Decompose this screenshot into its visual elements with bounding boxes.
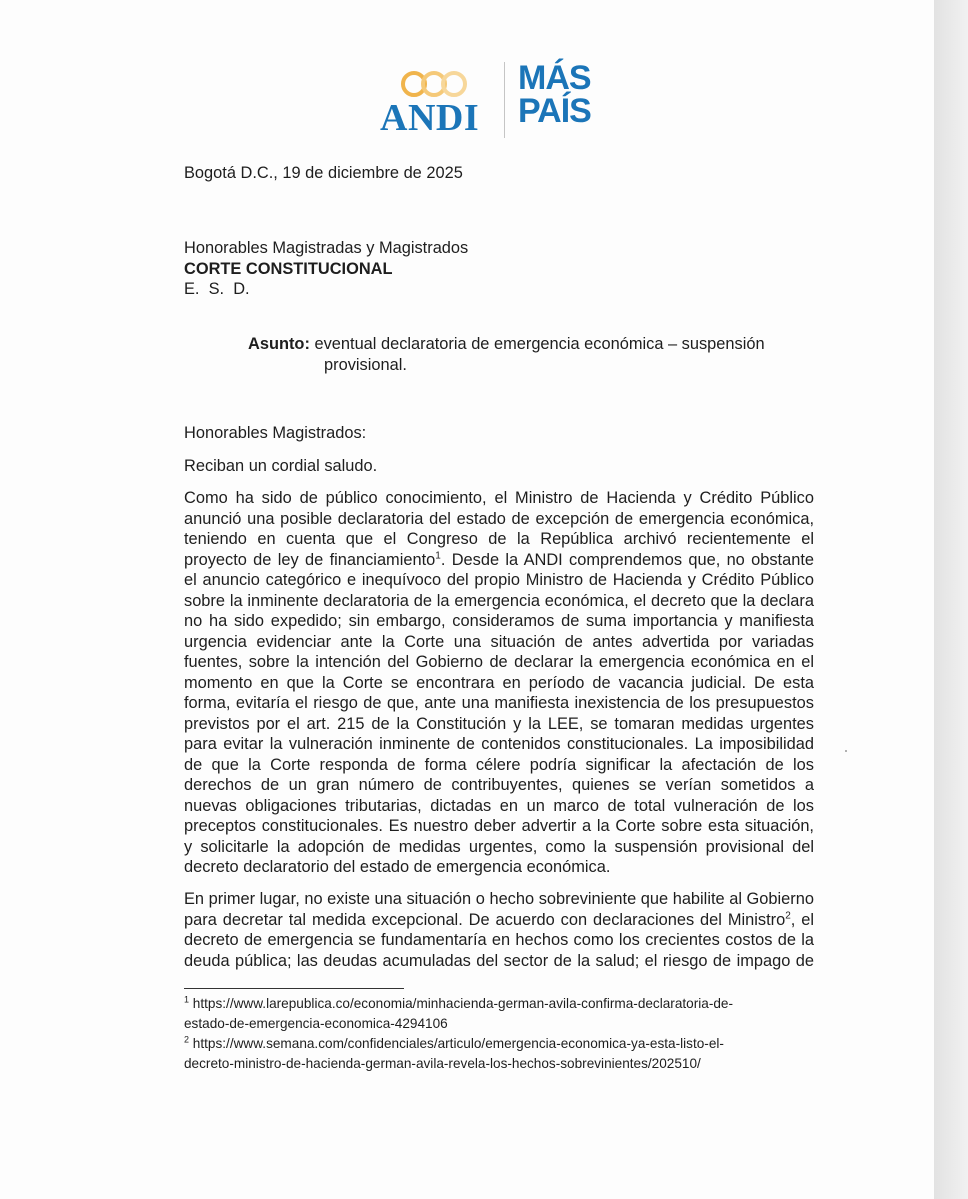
p1-line: forma, evitaría el riesgo de que, ante una manifiesta inexistencia de los presupuestos: [184, 694, 814, 712]
footnote-2[interactable]: $^2$ https://www.semana.com/confidenciales/articulo/emergencia-economica-ya-esta-listo-el-: [184, 1034, 724, 1051]
p1-line-with-footnote: proyecto de ley de financiamiento$^1$. Desde la ANDI comprendemos que, no obstante: [184, 550, 814, 569]
p2-line: decreto de emergencia se fundamentaría en hechos como los crecientes costos de la: [184, 931, 814, 949]
subject-block: [248, 334, 765, 375]
p2-line-with-footnote: para decretar tal medida excepcional. De acuerdo con declaraciones del Ministro$^2$, el: [184, 910, 815, 929]
p1-line-last: decreto declaratorio del estado de emergencia económica.: [184, 858, 611, 876]
p1-line: de que la Corte responda de forma célere podría significar la afectación de los: [184, 755, 814, 774]
p1-line: Como ha sido de público conocimiento, el Ministro de Hacienda y Crédito Público: [184, 489, 814, 507]
p1-line: para evitar la vulneración inminente de contenidos constitucionales. La imposibilidad: [184, 735, 814, 753]
paragraph-1: [184, 488, 814, 878]
addressee-esd: E. S. D.: [184, 280, 250, 298]
p1-line: momento en que la Corte se encontrara en período de vacancia judicial. De esta: [184, 673, 814, 692]
footnote-1-url-part1[interactable]: https://www.larepublica.co/economia/minhacienda-german-avila-confirma-declaratoria-de-: [192, 996, 734, 1011]
date-line: Bogotá D.C., 19 de diciembre de 2025: [184, 164, 463, 182]
p1-line: y solicitarle la adopción de medidas urgentes, como la suspensión provisional del: [184, 837, 814, 856]
page-edge-shadow: [934, 0, 968, 1199]
greeting: Reciban un cordial saludo.: [184, 457, 378, 475]
p2-line: deuda pública; las deudas acumuladas del sector de la salud; el riesgo de impago de: [184, 951, 814, 970]
p1-line: no ha sido expedido; sin embargo, consideramos de suma importancia y manifiesta: [184, 612, 814, 630]
scan-speck: [845, 750, 847, 752]
logo-divider: [504, 62, 505, 138]
p1-line: nuevas obligaciones tributarias, dictadas en un marco de total vulneración de los: [184, 796, 814, 815]
footnote-2-cont[interactable]: decreto-ministro-de-hacienda-german-avila-revela-los-hechos-sobrevinientes/202510/: [184, 1056, 701, 1071]
addressee-block: [184, 238, 468, 300]
footnote-ref-2[interactable]: 2: [785, 910, 791, 922]
footnotes: [184, 994, 733, 1074]
p1-line: previstos por el art. 215 de la Constitución y la LEE, se tomaran medidas urgentes: [184, 714, 814, 733]
paragraph-2: [184, 889, 814, 971]
footnote-1[interactable]: $^1$ https://www.larepublica.co/economia/minhacienda-german-avila-confirma-declaratoria-de-: [184, 994, 734, 1011]
subject-label: Asunto:: [248, 335, 310, 353]
addressee-line-1: Honorables Magistradas y Magistrados: [184, 239, 469, 257]
footnote-2-url-part1[interactable]: https://www.semana.com/confidenciales/articulo/emergencia-economica-ya-esta-listo-el-: [192, 1036, 724, 1051]
letterhead-logos: [380, 60, 620, 142]
p1-line: teniendo en cuenta que el Congreso de la República archivó recientemente el: [184, 530, 814, 548]
p1-line: anunció una posible declaratoria del estado de excepción de emergencia económica,: [184, 509, 814, 528]
p2-line: En primer lugar, no existe una situación o hecho sobreviniente que habilite al Gobierno: [184, 890, 814, 908]
salutation: Honorables Magistrados:: [184, 424, 367, 442]
andi-wordmark: ANDI: [380, 97, 480, 139]
subject-line-2: provisional.: [324, 355, 407, 374]
p1-line: fuentes, sobre la intención del Gobierno de declarar la emergencia económica en el: [184, 653, 814, 671]
p1-line: preceptos constitucionales. Es nuestro deber advertir a la Corte sobre esta situación,: [184, 817, 814, 835]
andi-rings-icon: [398, 66, 470, 100]
subject-line-1: eventual declaratoria de emergencia económica – suspensión: [314, 335, 765, 353]
addressee-court: CORTE CONSTITUCIONAL: [184, 259, 393, 278]
footnote-ref-1[interactable]: 1: [435, 550, 441, 562]
andi-logo: [380, 60, 492, 140]
p1-line: urgencia evidenciar ante la Corte una situación de antes advertida por variadas: [184, 632, 814, 651]
footnote-1-cont[interactable]: estado-de-emergencia-economica-4294106: [184, 1016, 448, 1031]
mas-wordmark: MÁS: [518, 59, 591, 97]
p1-line: sobre la inminente declaratoria de la emergencia económica, el decreto que la declara: [184, 591, 814, 610]
mas-pais-logo: [518, 59, 591, 130]
pais-wordmark: PAÍS: [518, 92, 591, 130]
p1-line: derechos de un gran número de contribuyentes, quienes se verían sometidos a: [184, 776, 814, 794]
footnote-separator: [184, 988, 404, 989]
p1-line: el anuncio categórico e inequívoco del propio Ministro de Hacienda y Crédito Público: [184, 571, 814, 589]
